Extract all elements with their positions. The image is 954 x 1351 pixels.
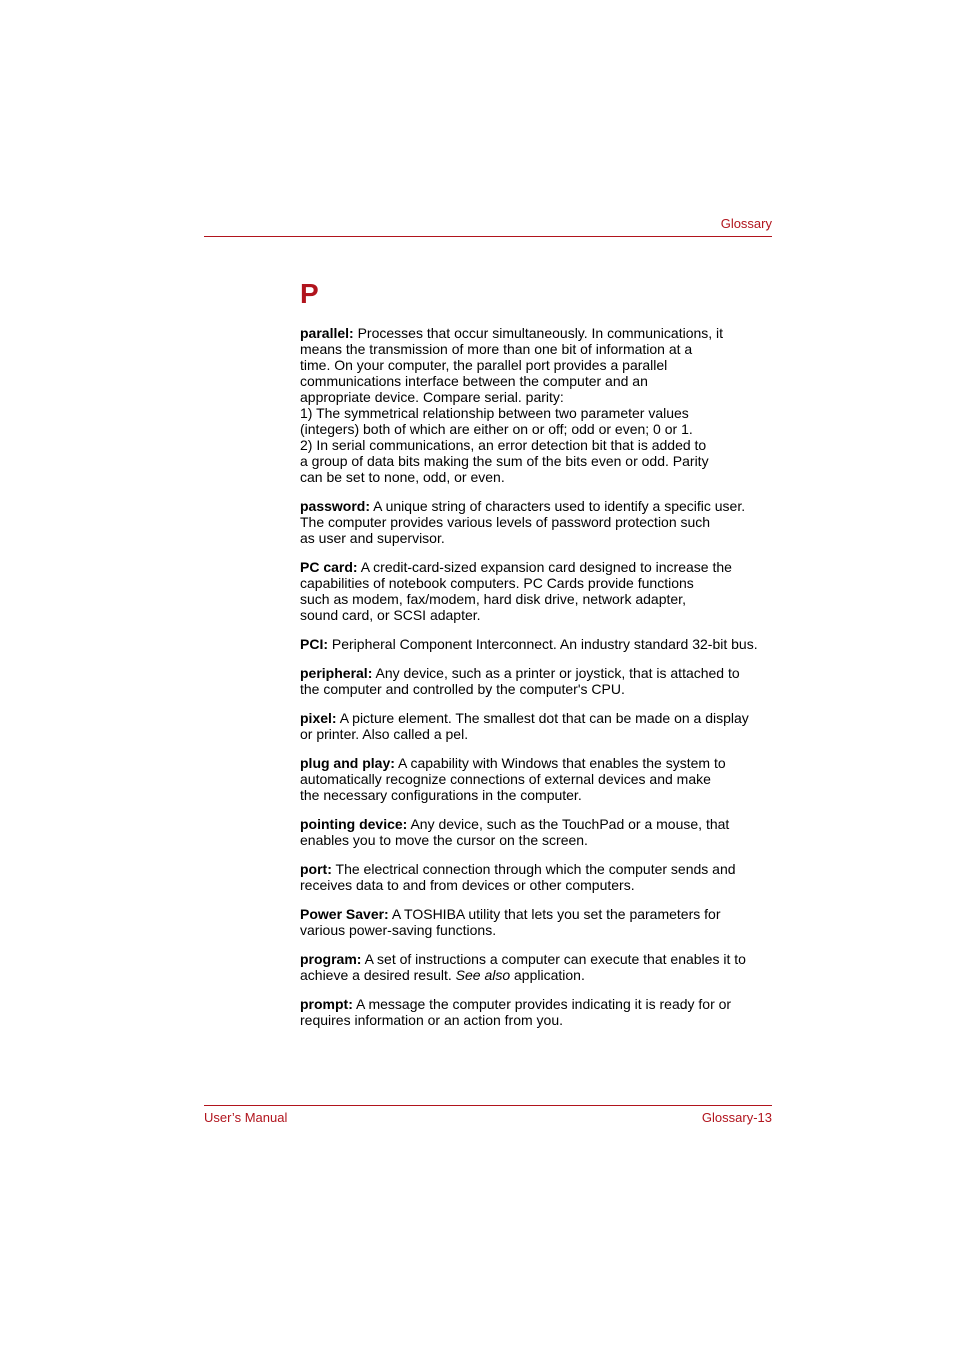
glossary-term: Power Saver: bbox=[300, 906, 389, 922]
glossary-term: peripheral: bbox=[300, 665, 373, 681]
glossary-entry bbox=[300, 636, 772, 652]
glossary-definition-line: 2) In serial communications, an error detection bit that is added to bbox=[300, 437, 707, 453]
footer-manual-title: User’s Manual bbox=[204, 1110, 288, 1125]
glossary-definition-line: A capability with Windows that enables the system to bbox=[398, 755, 726, 771]
glossary-definition-line: can be set to none, odd, or even. bbox=[300, 469, 505, 485]
glossary-term: port: bbox=[300, 861, 332, 877]
glossary-definition-line: requires information or an action from you. bbox=[300, 1012, 564, 1028]
glossary-entry bbox=[300, 861, 772, 893]
footer-page-number: Glossary-13 bbox=[701, 1110, 772, 1125]
glossary-definition-line: means the transmission of more than one bit of information at a bbox=[300, 341, 693, 357]
glossary-definition-line: a group of data bits making the sum of the bits even or odd. Parity bbox=[300, 453, 709, 469]
glossary-definition-line: A TOSHIBA utility that lets you set the parameters for bbox=[391, 906, 721, 922]
glossary-definition-line: The electrical connection through which the computer sends and bbox=[335, 861, 736, 877]
definition-text: application. bbox=[510, 967, 585, 983]
glossary-entry bbox=[300, 665, 772, 697]
glossary-entry bbox=[300, 755, 772, 803]
glossary-entry bbox=[300, 710, 772, 742]
glossary-definition-line: time. On your computer, the parallel port provides a parallel bbox=[300, 357, 668, 373]
header-divider bbox=[204, 236, 772, 237]
glossary-term: pixel: bbox=[300, 710, 337, 726]
glossary-term: parallel: bbox=[300, 325, 354, 341]
glossary-entry bbox=[300, 559, 772, 623]
glossary-term: prompt: bbox=[300, 996, 353, 1012]
glossary-definition-line: the necessary configurations in the computer. bbox=[300, 787, 582, 803]
section-letter-heading: P bbox=[300, 278, 319, 309]
running-header-title: Glossary bbox=[720, 216, 772, 231]
glossary-definition-line: sound card, or SCSI adapter. bbox=[300, 607, 481, 623]
glossary-definition-line: receives data to and from devices or other computers. bbox=[300, 877, 635, 893]
glossary-definition-line: A message the computer provides indicating it is ready for or bbox=[356, 996, 732, 1012]
glossary-definition-line: Any device, such as a printer or joystick, that is attached to bbox=[375, 665, 740, 681]
glossary-term: program: bbox=[300, 951, 362, 967]
glossary-term: PC card: bbox=[300, 559, 358, 575]
definition-text: achieve a desired result. bbox=[300, 967, 456, 983]
glossary-definition-line: Any device, such as the TouchPad or a mouse, that bbox=[410, 816, 730, 832]
glossary-term: PCI: bbox=[300, 636, 328, 652]
glossary-entry bbox=[300, 325, 772, 485]
glossary-definition-line: various power-saving functions. bbox=[300, 922, 497, 938]
glossary-definition-line: capabilities of notebook computers. PC Cards provide functions bbox=[300, 575, 694, 591]
glossary-definition-line: A credit-card-sized expansion card designed to increase the bbox=[360, 559, 732, 575]
see-also-reference: See also bbox=[455, 967, 511, 983]
glossary-entry bbox=[300, 996, 772, 1028]
glossary-definition-line: Peripheral Component Interconnect. An industry standard 32-bit bus. bbox=[331, 636, 758, 652]
glossary-definition-line: or printer. Also called a pel. bbox=[300, 726, 469, 742]
glossary-definition-line: as user and supervisor. bbox=[300, 530, 445, 546]
glossary-definition-line: appropriate device. Compare serial. parity: bbox=[300, 389, 564, 405]
glossary-entry-list bbox=[300, 325, 772, 1041]
footer-divider bbox=[204, 1105, 772, 1106]
glossary-definition-line: (integers) both of which are either on or off; odd or even; 0 or 1. bbox=[300, 421, 693, 437]
glossary-term: pointing device: bbox=[300, 816, 408, 832]
glossary-definition-line: Processes that occur simultaneously. In communications, it bbox=[357, 325, 724, 341]
glossary-definition-line: communications interface between the computer and an bbox=[300, 373, 648, 389]
glossary-entry bbox=[300, 906, 772, 938]
glossary-entry bbox=[300, 816, 772, 848]
glossary-definition-line: the computer and controlled by the computer's CPU. bbox=[300, 681, 625, 697]
glossary-definition-line: A unique string of characters used to identify a specific user. bbox=[373, 498, 746, 514]
glossary-definition-line: automatically recognize connections of external devices and make bbox=[300, 771, 711, 787]
glossary-definition-line: The computer provides various levels of password protection such bbox=[300, 514, 711, 530]
glossary-definition-line: A picture element. The smallest dot that can be made on a display bbox=[339, 710, 749, 726]
glossary-definition-line: 1) The symmetrical relationship between two parameter values bbox=[300, 405, 689, 421]
glossary-entry bbox=[300, 498, 772, 546]
glossary-term: plug and play: bbox=[300, 755, 395, 771]
glossary-definition-line: enables you to move the cursor on the screen. bbox=[300, 832, 588, 848]
glossary-definition-line bbox=[300, 967, 772, 983]
glossary-entry bbox=[300, 951, 772, 983]
glossary-term: password: bbox=[300, 498, 371, 514]
glossary-definition-line: A set of instructions a computer can execute that enables it to bbox=[364, 951, 746, 967]
glossary-definition-line: such as modem, fax/modem, hard disk drive, network adapter, bbox=[300, 591, 686, 607]
